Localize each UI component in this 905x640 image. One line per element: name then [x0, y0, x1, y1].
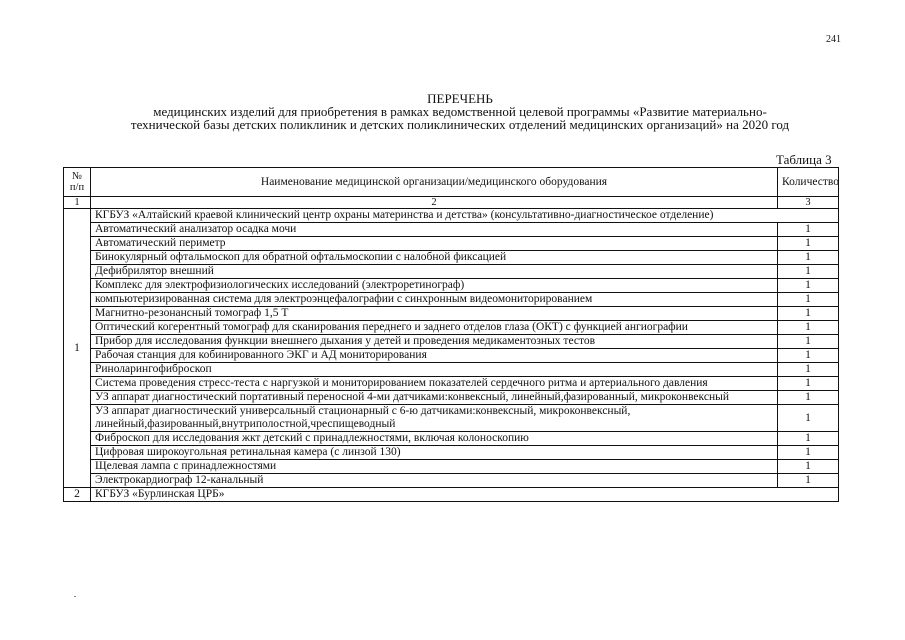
equipment-row [64, 460, 839, 474]
equipment-row [64, 321, 839, 335]
document-title: ПЕРЕЧЕНЬ [427, 91, 493, 106]
equipment-quantity: 1 [778, 307, 839, 321]
equipment-name: Система проведения стресс-теста с наргузкой и мониторированием показателей сердечного ритма и артериального давления [91, 377, 778, 391]
table-body [64, 209, 839, 502]
header-quantity: Количество [778, 168, 839, 197]
equipment-quantity: 1 [778, 363, 839, 377]
equipment-quantity: 1 [778, 335, 839, 349]
equipment-name: Электрокардиограф 12-канальный [91, 474, 778, 488]
document-subtitle-line-1: медицинских изделий для приобретения в рамках ведомственной целевой программы «Развитие материально- [153, 104, 767, 119]
header-name: Наименование медицинской организации/медицинского оборудования [91, 168, 778, 197]
title-block [40, 92, 880, 131]
equipment-name: Магнитно-резонансный томограф 1,5 Т [91, 307, 778, 321]
equipment-row [64, 223, 839, 237]
equipment-name: Автоматический анализатор осадка мочи [91, 223, 778, 237]
equipment-quantity: 1 [778, 237, 839, 251]
equipment-quantity: 1 [778, 293, 839, 307]
column-index-2: 2 [91, 197, 778, 209]
equipment-row [64, 279, 839, 293]
equipment-name: Риноларингофиброскоп [91, 363, 778, 377]
equipment-row [64, 349, 839, 363]
equipment-quantity: 1 [778, 432, 839, 446]
equipment-quantity: 1 [778, 446, 839, 460]
equipment-name: Дефибрилятор внешний [91, 265, 778, 279]
document-subtitle-line-2: технической базы детских поликлиник и детских поликлинических отделений медицинских организаций» на 2020 год [130, 117, 790, 132]
equipment-quantity: 1 [778, 405, 839, 432]
equipment-row [64, 237, 839, 251]
equipment-quantity: 1 [778, 474, 839, 488]
equipment-quantity: 1 [778, 265, 839, 279]
page-number: 241 [826, 34, 841, 45]
equipment-row [64, 265, 839, 279]
equipment-row [64, 335, 839, 349]
equipment-row [64, 432, 839, 446]
equipment-quantity: 1 [778, 391, 839, 405]
equipment-quantity: 1 [778, 349, 839, 363]
stray-mark [74, 596, 76, 597]
equipment-name: Оптический когерентный томограф для сканирования переднего и заднего отделов глаза (ОКТ) с функцией ангиографии [91, 321, 778, 335]
equipment-row [64, 474, 839, 488]
equipment-row [64, 446, 839, 460]
equipment-name: Бинокулярный офтальмоскоп для обратной офтальмоскопии с налобной фиксацией [91, 251, 778, 265]
column-index-3: 3 [778, 197, 839, 209]
org-row [64, 488, 839, 502]
org-name: КГБУЗ «Бурлинская ЦРБ» [91, 488, 839, 502]
equipment-name: компьютеризированная система для электроэнцефалографии с синхронным видеомониторированием [91, 293, 778, 307]
equipment-quantity: 1 [778, 223, 839, 237]
equipment-name: Фиброскоп для исследования жкт детский с принадлежностями, включая колоноскопию [91, 432, 778, 446]
equipment-row [64, 405, 839, 432]
org-row [64, 209, 839, 223]
equipment-name: Щелевая лампа с принадлежностями [91, 460, 778, 474]
equipment-name: Комплекс для электрофизиологических исследований (электроретинограф) [91, 279, 778, 293]
equipment-name: Цифровая широкоугольная ретинальная камера (с линзой 130) [91, 446, 778, 460]
equipment-name: УЗ аппарат диагностический универсальный стационарный с 6-ю датчиками:конвексный, микроконвексный, линейный,фазированный,внутриполостной,чреспищеводный [91, 405, 778, 432]
equipment-name: Автоматический периметр [91, 237, 778, 251]
org-name: КГБУЗ «Алтайский краевой клинический центр охраны материнства и детства» (консультативно-диагностическое отделение) [91, 209, 839, 223]
equipment-quantity: 1 [778, 377, 839, 391]
equipment-name: Рабочая станция для кобинированного ЭКГ и АД мониторирования [91, 349, 778, 363]
equipment-row [64, 391, 839, 405]
equipment-name: УЗ аппарат диагностический портативный переносной 4-ми датчиками:конвексный, линейный,фазированный, микроконвексный [91, 391, 778, 405]
equipment-row [64, 251, 839, 265]
equipment-row [64, 293, 839, 307]
column-index-row [64, 197, 839, 209]
equipment-row [64, 363, 839, 377]
table-header-row [64, 168, 839, 197]
equipment-row [64, 377, 839, 391]
equipment-quantity: 1 [778, 251, 839, 265]
equipment-quantity: 1 [778, 321, 839, 335]
equipment-table [63, 167, 839, 502]
org-number: 2 [64, 488, 91, 502]
column-index-1: 1 [64, 197, 91, 209]
equipment-row [64, 307, 839, 321]
equipment-quantity: 1 [778, 279, 839, 293]
org-number: 1 [64, 209, 91, 488]
equipment-quantity: 1 [778, 460, 839, 474]
equipment-name: Прибор для исследования функции внешнего дыхания у детей и проведения медикаментозных тестов [91, 335, 778, 349]
table-caption: Таблица 3 [776, 152, 832, 167]
header-number: № п/п [64, 168, 91, 197]
